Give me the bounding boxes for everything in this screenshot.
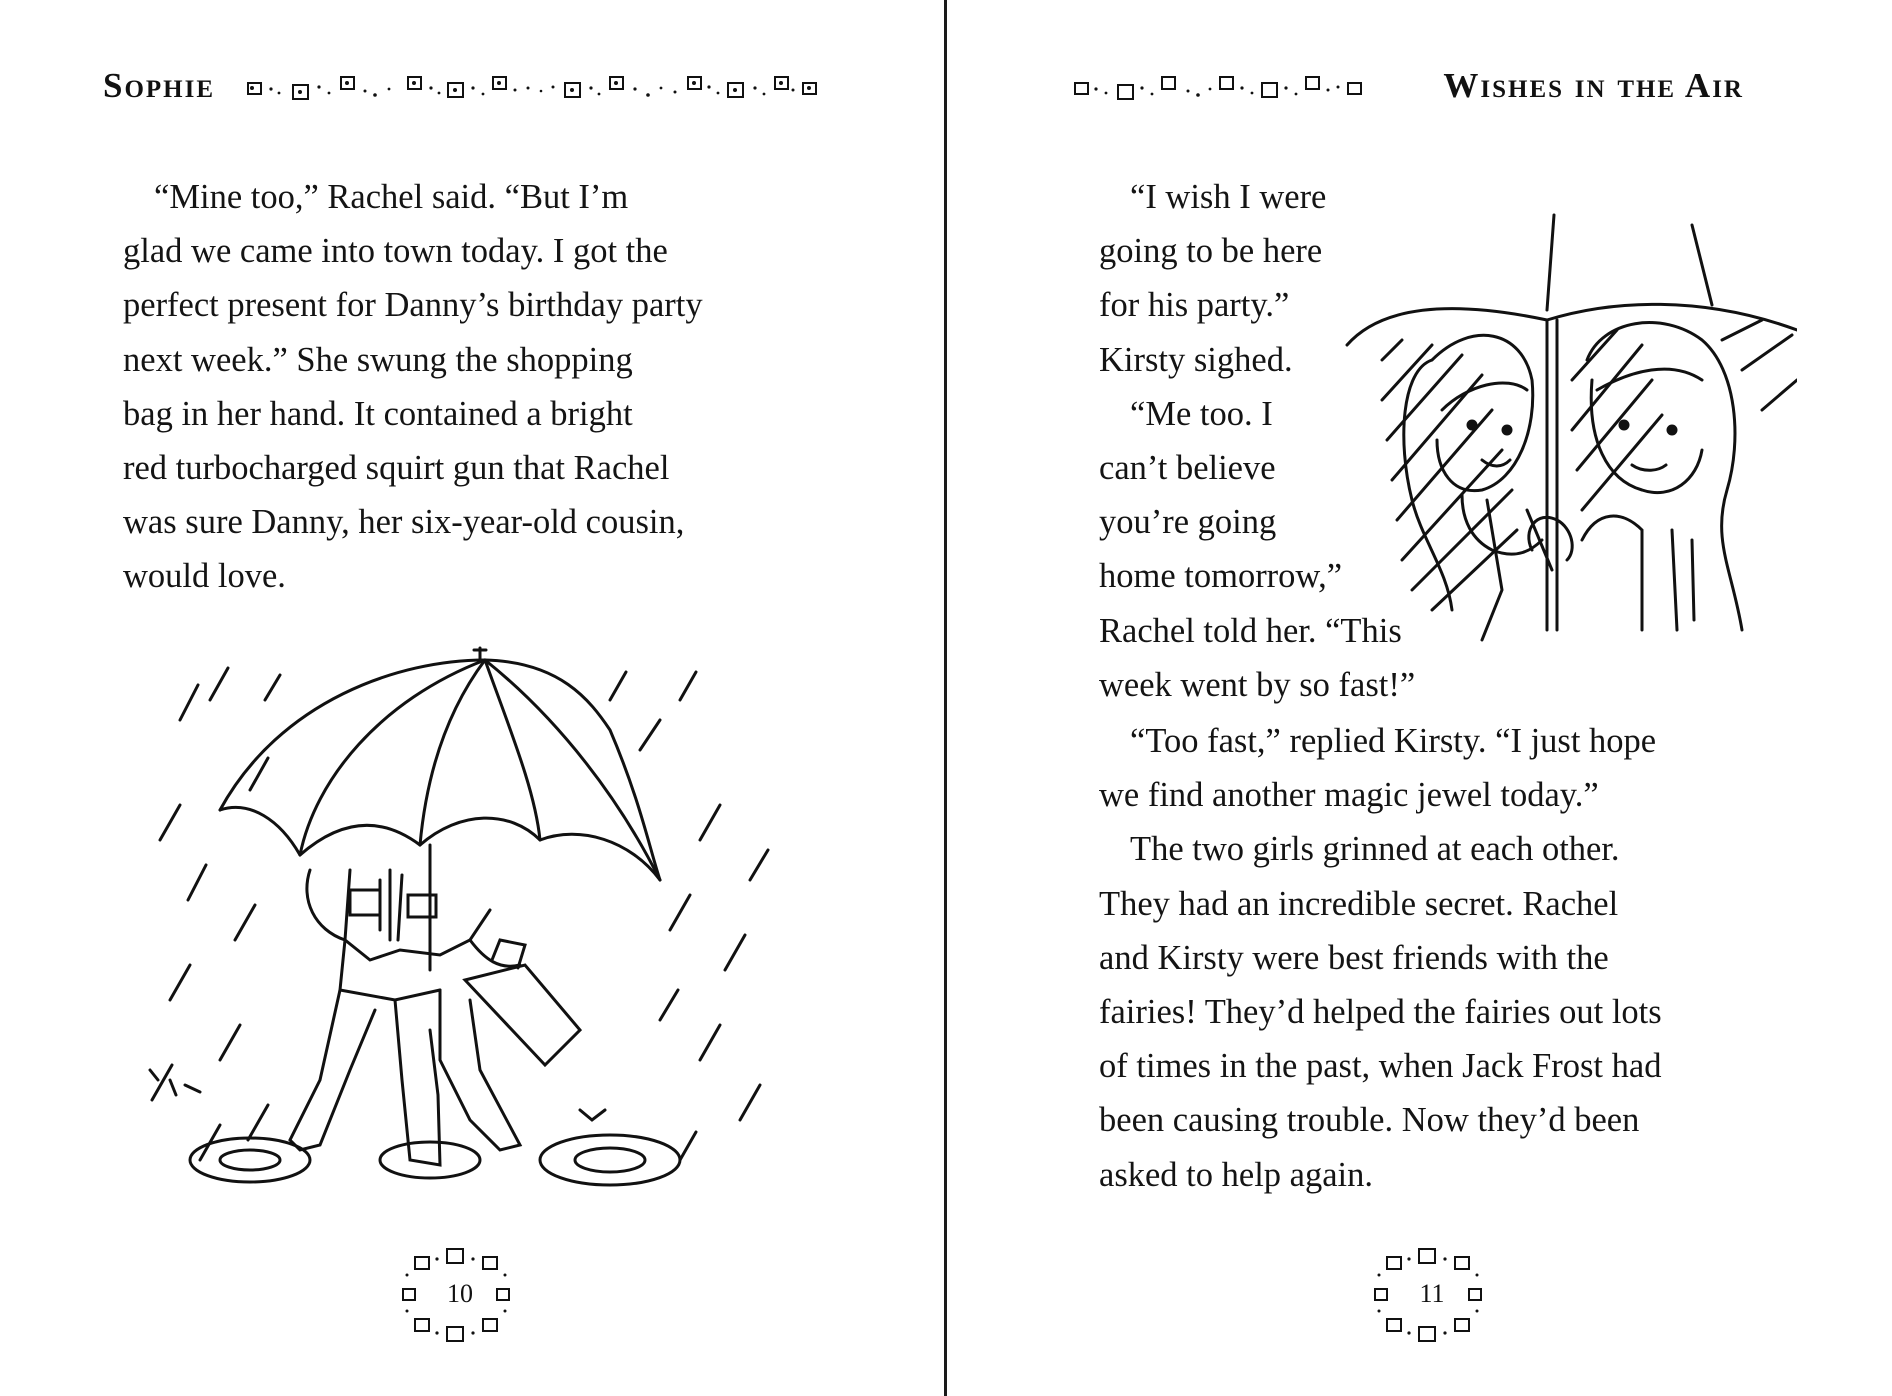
text-line: The two girls grinned at each other.	[1130, 830, 1620, 869]
text-line: “Me too. I	[1130, 394, 1273, 433]
running-head-left: Sophie	[103, 66, 216, 105]
text-line: for his party.”	[1099, 286, 1290, 325]
umbrella-in-rain-illustration-icon	[140, 640, 780, 1220]
text-line: asked to help again.	[1099, 1155, 1373, 1194]
text-line: “I wish I were	[1130, 178, 1327, 216]
folio-right	[1357, 1245, 1507, 1345]
text-line: and Kirsty were best friends with the	[1099, 938, 1609, 977]
left-page	[0, 0, 945, 1396]
left-body-text	[123, 170, 823, 604]
text-line: red turbocharged squirt gun that Rachel	[123, 449, 670, 488]
text-line: week went by so fast!”	[1099, 665, 1416, 704]
jewel-ornament-strip-icon	[1070, 73, 1370, 107]
text-line: glad we came into town today. I got the	[123, 232, 668, 271]
text-line: perfect present for Danny’s birthday party	[123, 286, 703, 325]
text-line: fairies! They’d helped the fairies out lots	[1099, 993, 1662, 1032]
page-number-left: 10	[447, 1279, 473, 1308]
text-line: Rachel told her. “This	[1099, 611, 1402, 650]
text-line: we find another magic jewel today.”	[1099, 776, 1599, 815]
text-line: They had an incredible secret. Rachel	[1099, 884, 1619, 923]
text-line: next week.” She swung the shopping	[123, 340, 633, 379]
jewel-ornament-strip-icon	[243, 73, 823, 107]
text-line: been causing trouble. Now they’d been	[1099, 1101, 1640, 1140]
text-line: you’re going	[1099, 503, 1277, 542]
girls-under-umbrella-illustration-icon	[1342, 210, 1797, 650]
text-line: going to be here	[1099, 232, 1323, 271]
folio-left	[385, 1245, 535, 1345]
text-line: can’t believe	[1099, 449, 1276, 488]
text-line: bag in her hand. It contained a bright	[123, 394, 633, 433]
text-line: would love.	[123, 557, 286, 596]
text-line: home tomorrow,”	[1099, 557, 1343, 596]
text-line: “Too fast,” replied Kirsty. “I just hope	[1130, 722, 1657, 760]
text-line: of times in the past, when Jack Frost had	[1099, 1047, 1662, 1086]
text-line: Kirsty sighed.	[1099, 340, 1293, 379]
right-body-text-wide	[1099, 714, 1799, 1202]
text-line: “Mine too,” Rachel said. “But I’m	[154, 178, 629, 216]
text-line: was sure Danny, her six-year-old cousin,	[123, 503, 685, 542]
running-head-right: Wishes in the Air	[1443, 66, 1744, 105]
right-page	[947, 0, 1892, 1396]
page-number-right: 11	[1419, 1279, 1445, 1308]
